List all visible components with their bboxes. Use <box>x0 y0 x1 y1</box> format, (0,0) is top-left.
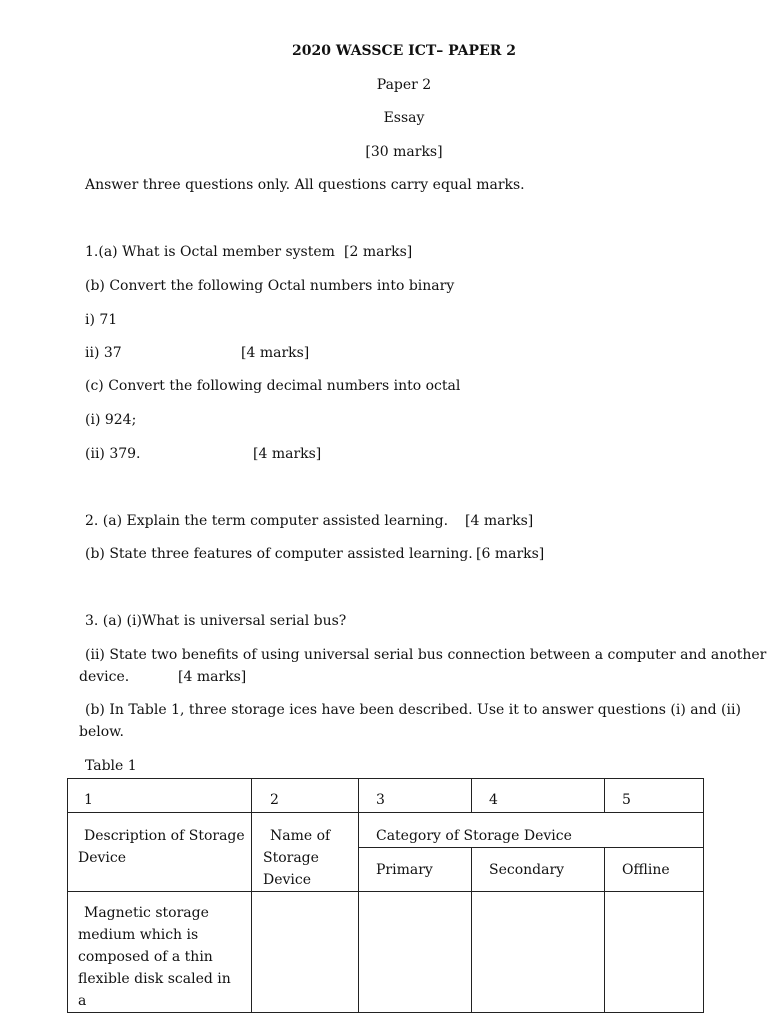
table-cell <box>252 892 359 1013</box>
q3a-ii-line1: (ii) State two benefits of using universal serial bus connection between a computer and another <box>85 647 767 663</box>
q3a-ii-marks: [4 marks] <box>178 669 247 685</box>
q1a-marks: [2 marks] <box>344 244 413 260</box>
table-cell <box>68 892 252 1013</box>
table-cell <box>605 892 704 1013</box>
table-cell <box>252 813 359 892</box>
q1c-text: (c) Convert the following decimal numbers into octal <box>85 378 461 394</box>
paper-label: Paper 2 <box>376 77 432 93</box>
table-caption: Table 1 <box>85 758 137 774</box>
table-row-numbers <box>68 779 704 813</box>
q1c-ii: (ii) 379. <box>85 446 141 462</box>
col-number-3: 3 <box>376 792 385 808</box>
q3a-i-text: 3. (a) (i)What is universal serial bus? <box>85 613 347 629</box>
table-cell <box>472 892 605 1013</box>
table-cell <box>68 813 252 892</box>
col-number-4: 4 <box>489 792 498 808</box>
row1-description: Magnetic storage medium which is composed of a thin flexible disk scaled in a <box>78 905 231 1009</box>
subheader-secondary: Secondary <box>489 862 565 878</box>
instructions: Answer three questions only. All questions carry equal marks. <box>85 177 525 193</box>
q2a-marks: [4 marks] <box>465 513 534 529</box>
section-label: Essay <box>383 110 425 126</box>
q3a-ii-line2: device. <box>79 669 130 685</box>
table-cell <box>605 779 704 813</box>
q2b-marks: [6 marks] <box>476 546 545 562</box>
q1a-text: 1.(a) What is Octal member system <box>85 244 335 260</box>
table-row-header <box>68 813 704 848</box>
table-cell <box>472 779 605 813</box>
table-cell <box>68 779 252 813</box>
table-cell <box>359 848 472 892</box>
table-cell <box>359 813 704 848</box>
table-cell <box>252 779 359 813</box>
col-number-5: 5 <box>622 792 631 808</box>
document-title: 2020 WASSCE ICT– PAPER 2 <box>292 43 516 59</box>
table-cell <box>472 848 605 892</box>
q1b-text: (b) Convert the following Octal numbers into binary <box>85 278 455 294</box>
q2b-text: (b) State three features of computer assisted learning. <box>85 546 473 562</box>
q2a-text: 2. (a) Explain the term computer assisted learning. <box>85 513 449 529</box>
storage-device-table <box>67 778 704 1013</box>
q3b-line1: (b) In Table 1, three storage ices have been described. Use it to answer questions (i) and (ii) <box>85 702 741 718</box>
subheader-primary: Primary <box>376 862 433 878</box>
header-category: Category of Storage Device <box>376 828 572 844</box>
header-description: Description of Storage Device <box>78 828 245 866</box>
col-number-1: 1 <box>84 792 93 808</box>
total-marks: [30 marks] <box>365 144 443 160</box>
header-name: Name of Storage Device <box>263 828 331 888</box>
q1b-marks: [4 marks] <box>241 345 310 361</box>
table-cell <box>605 848 704 892</box>
table-row <box>68 892 704 1013</box>
q1b-ii: ii) 37 <box>85 345 122 361</box>
q1b-i: i) 71 <box>85 312 118 328</box>
table-cell <box>359 779 472 813</box>
subheader-offline: Offline <box>622 862 670 878</box>
q1c-marks: [4 marks] <box>253 446 322 462</box>
table-cell <box>359 892 472 1013</box>
col-number-2: 2 <box>270 792 279 808</box>
q3b-line2: below. <box>79 724 124 740</box>
q1c-i: (i) 924; <box>85 412 137 428</box>
